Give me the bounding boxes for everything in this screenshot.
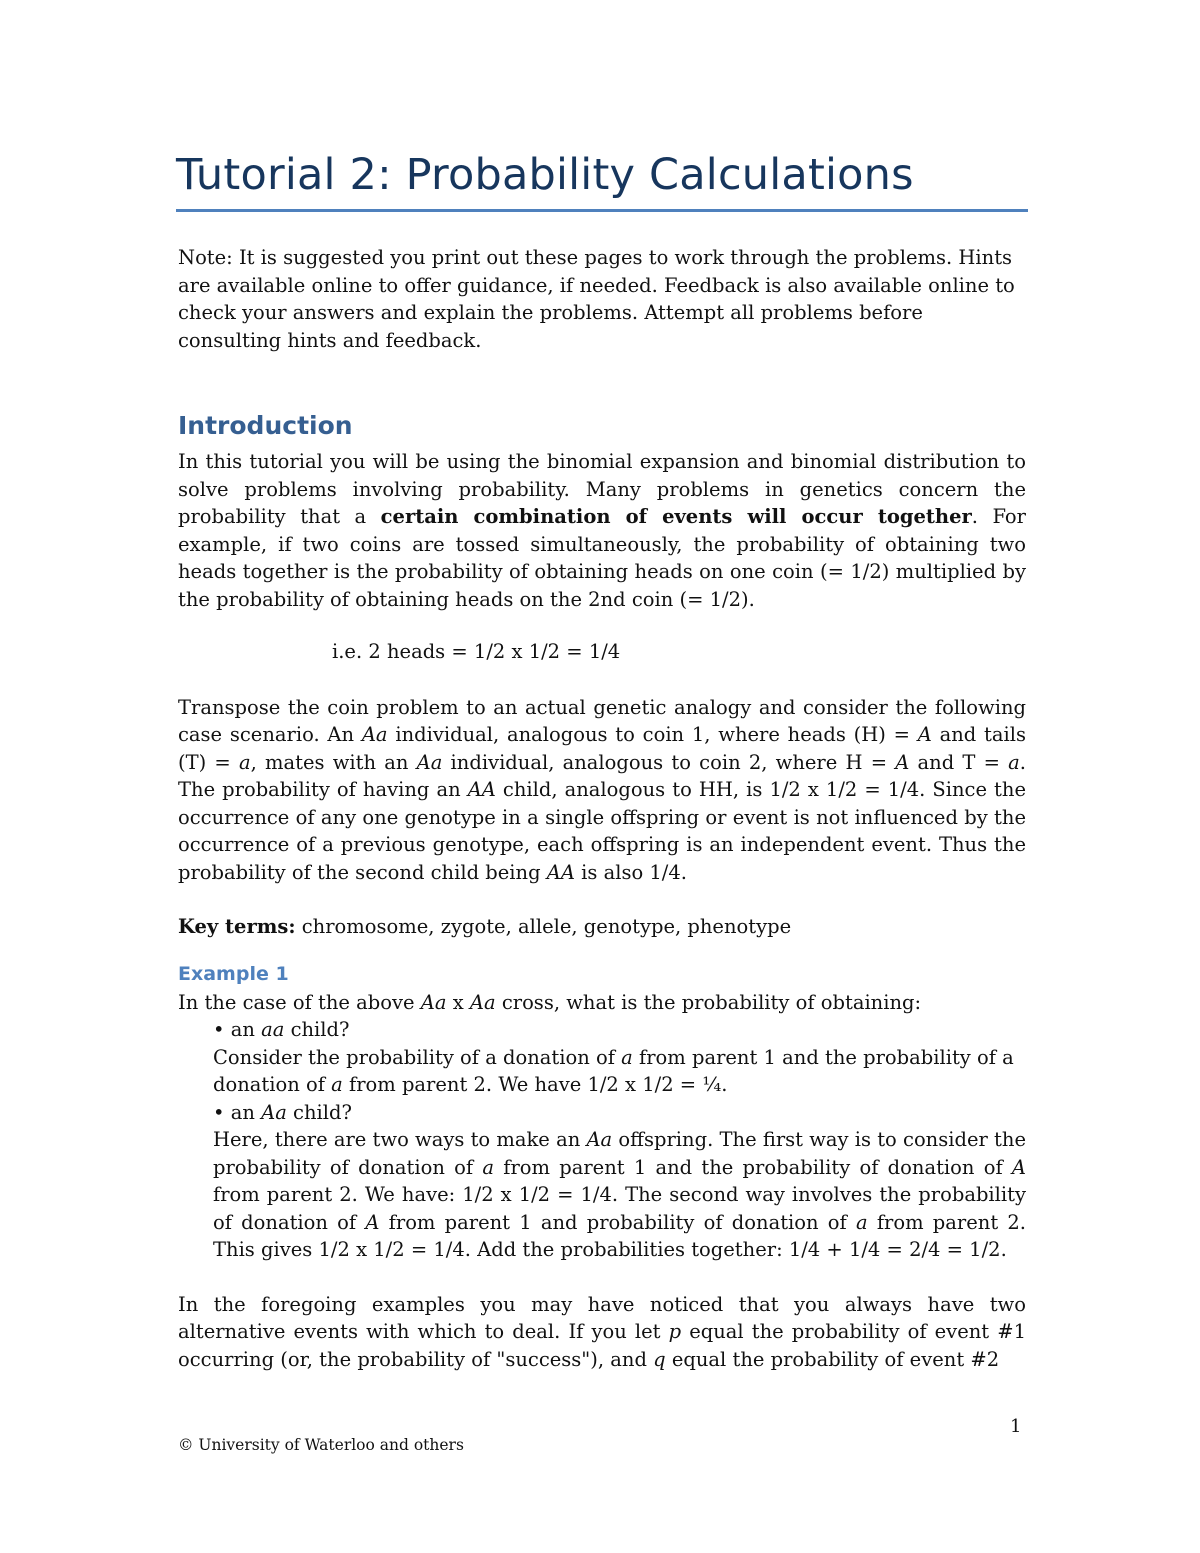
key-terms	[178, 913, 1026, 941]
page-title: Tutorial 2: Probability Calculations	[176, 150, 914, 200]
intro-paragraph-1: In this tutorial you will be using the binomial expansion and binomial distribution to solve problems involving probability. Many problems in genetics concern the probability that a certain combination of events will occur together. For example, if two coins are tossed simultaneously, the probability of obtaining two heads together is the probability of obtaining heads on one coin (= 1/2) multiplied by the probability of obtaining heads on the 2nd coin (= 1/2).	[178, 450, 1026, 611]
answer-paragraph: Here, there are two ways to make an Aa offspring. The first way is to consider the probability of donation of a from parent 1 and the probability of donation of A from parent 2. We have: 1/2 x 1/2 = 1/4. The second way involves the probability of donation of A from parent 1 and probability of donation of a from parent 2. This gives 1/2 x 1/2 = 1/4. Add the probabilities together: 1/4 + 1/4 = 2/4 = 1/2.	[213, 1128, 1026, 1261]
key-terms-label: Key terms:	[178, 915, 296, 938]
list-item: • an Aa child?	[213, 1100, 352, 1124]
example-1-answers	[213, 1016, 1026, 1264]
bullet-icon: •	[213, 1018, 225, 1041]
answer-paragraph: Consider the probability of a donation of a from parent 1 and the probability of a donation of a from parent 2. We have 1/2 x 1/2 = ¼.	[213, 1045, 1014, 1096]
copyright-footer: © University of Waterloo and others	[178, 1436, 464, 1454]
emphasis-text: certain combination of events will occur together	[380, 505, 972, 528]
page-number: 1	[1010, 1416, 1022, 1437]
list-item: • an aa child?	[213, 1018, 350, 1041]
title-underline	[176, 209, 1028, 212]
key-terms-list: chromosome, zygote, allele, genotype, phenotype	[295, 915, 792, 938]
bullet-icon: •	[213, 1100, 225, 1124]
closing-paragraph: In the foregoing examples you may have noticed that you always have two alternative events with which to deal. If you let p equal the probability of event #1 occurring (or, the probability of "success"), and q equal the probability of event #2	[178, 1292, 1026, 1371]
note-paragraph: Note: It is suggested you print out these pages to work through the problems. Hints are available online to offer guidance, if needed. Feedback is also available online to check your answers and explain the problems. Attempt all problems before consulting hints and feedback.	[178, 246, 1015, 352]
example-1-heading: Example 1	[178, 962, 289, 985]
intro-paragraph-2: Transpose the coin problem to an actual genetic analogy and consider the following case scenario. An Aa individual, analogous to coin 1, where heads (H) = A and tails (T) = a, mates with an Aa individual, analogous to coin 2, where H = A and T = a. The probability of having an AA child, analogous to HH, is 1/2 x 1/2 = 1/4. Since the occurrence of any one genotype in a single offspring or event is not influenced by the occurrence of a previous genotype, each offspring is an independent event. Thus the probability of the second child being AA is also 1/4.	[178, 695, 1026, 884]
example-1-question: In the case of the above Aa x Aa cross, what is the probability of obtaining:	[178, 990, 922, 1014]
document-body	[178, 244, 1026, 1373]
coin-equation: i.e. 2 heads = 1/2 x 1/2 = 1/4	[332, 640, 621, 663]
introduction-heading: Introduction	[178, 411, 353, 440]
